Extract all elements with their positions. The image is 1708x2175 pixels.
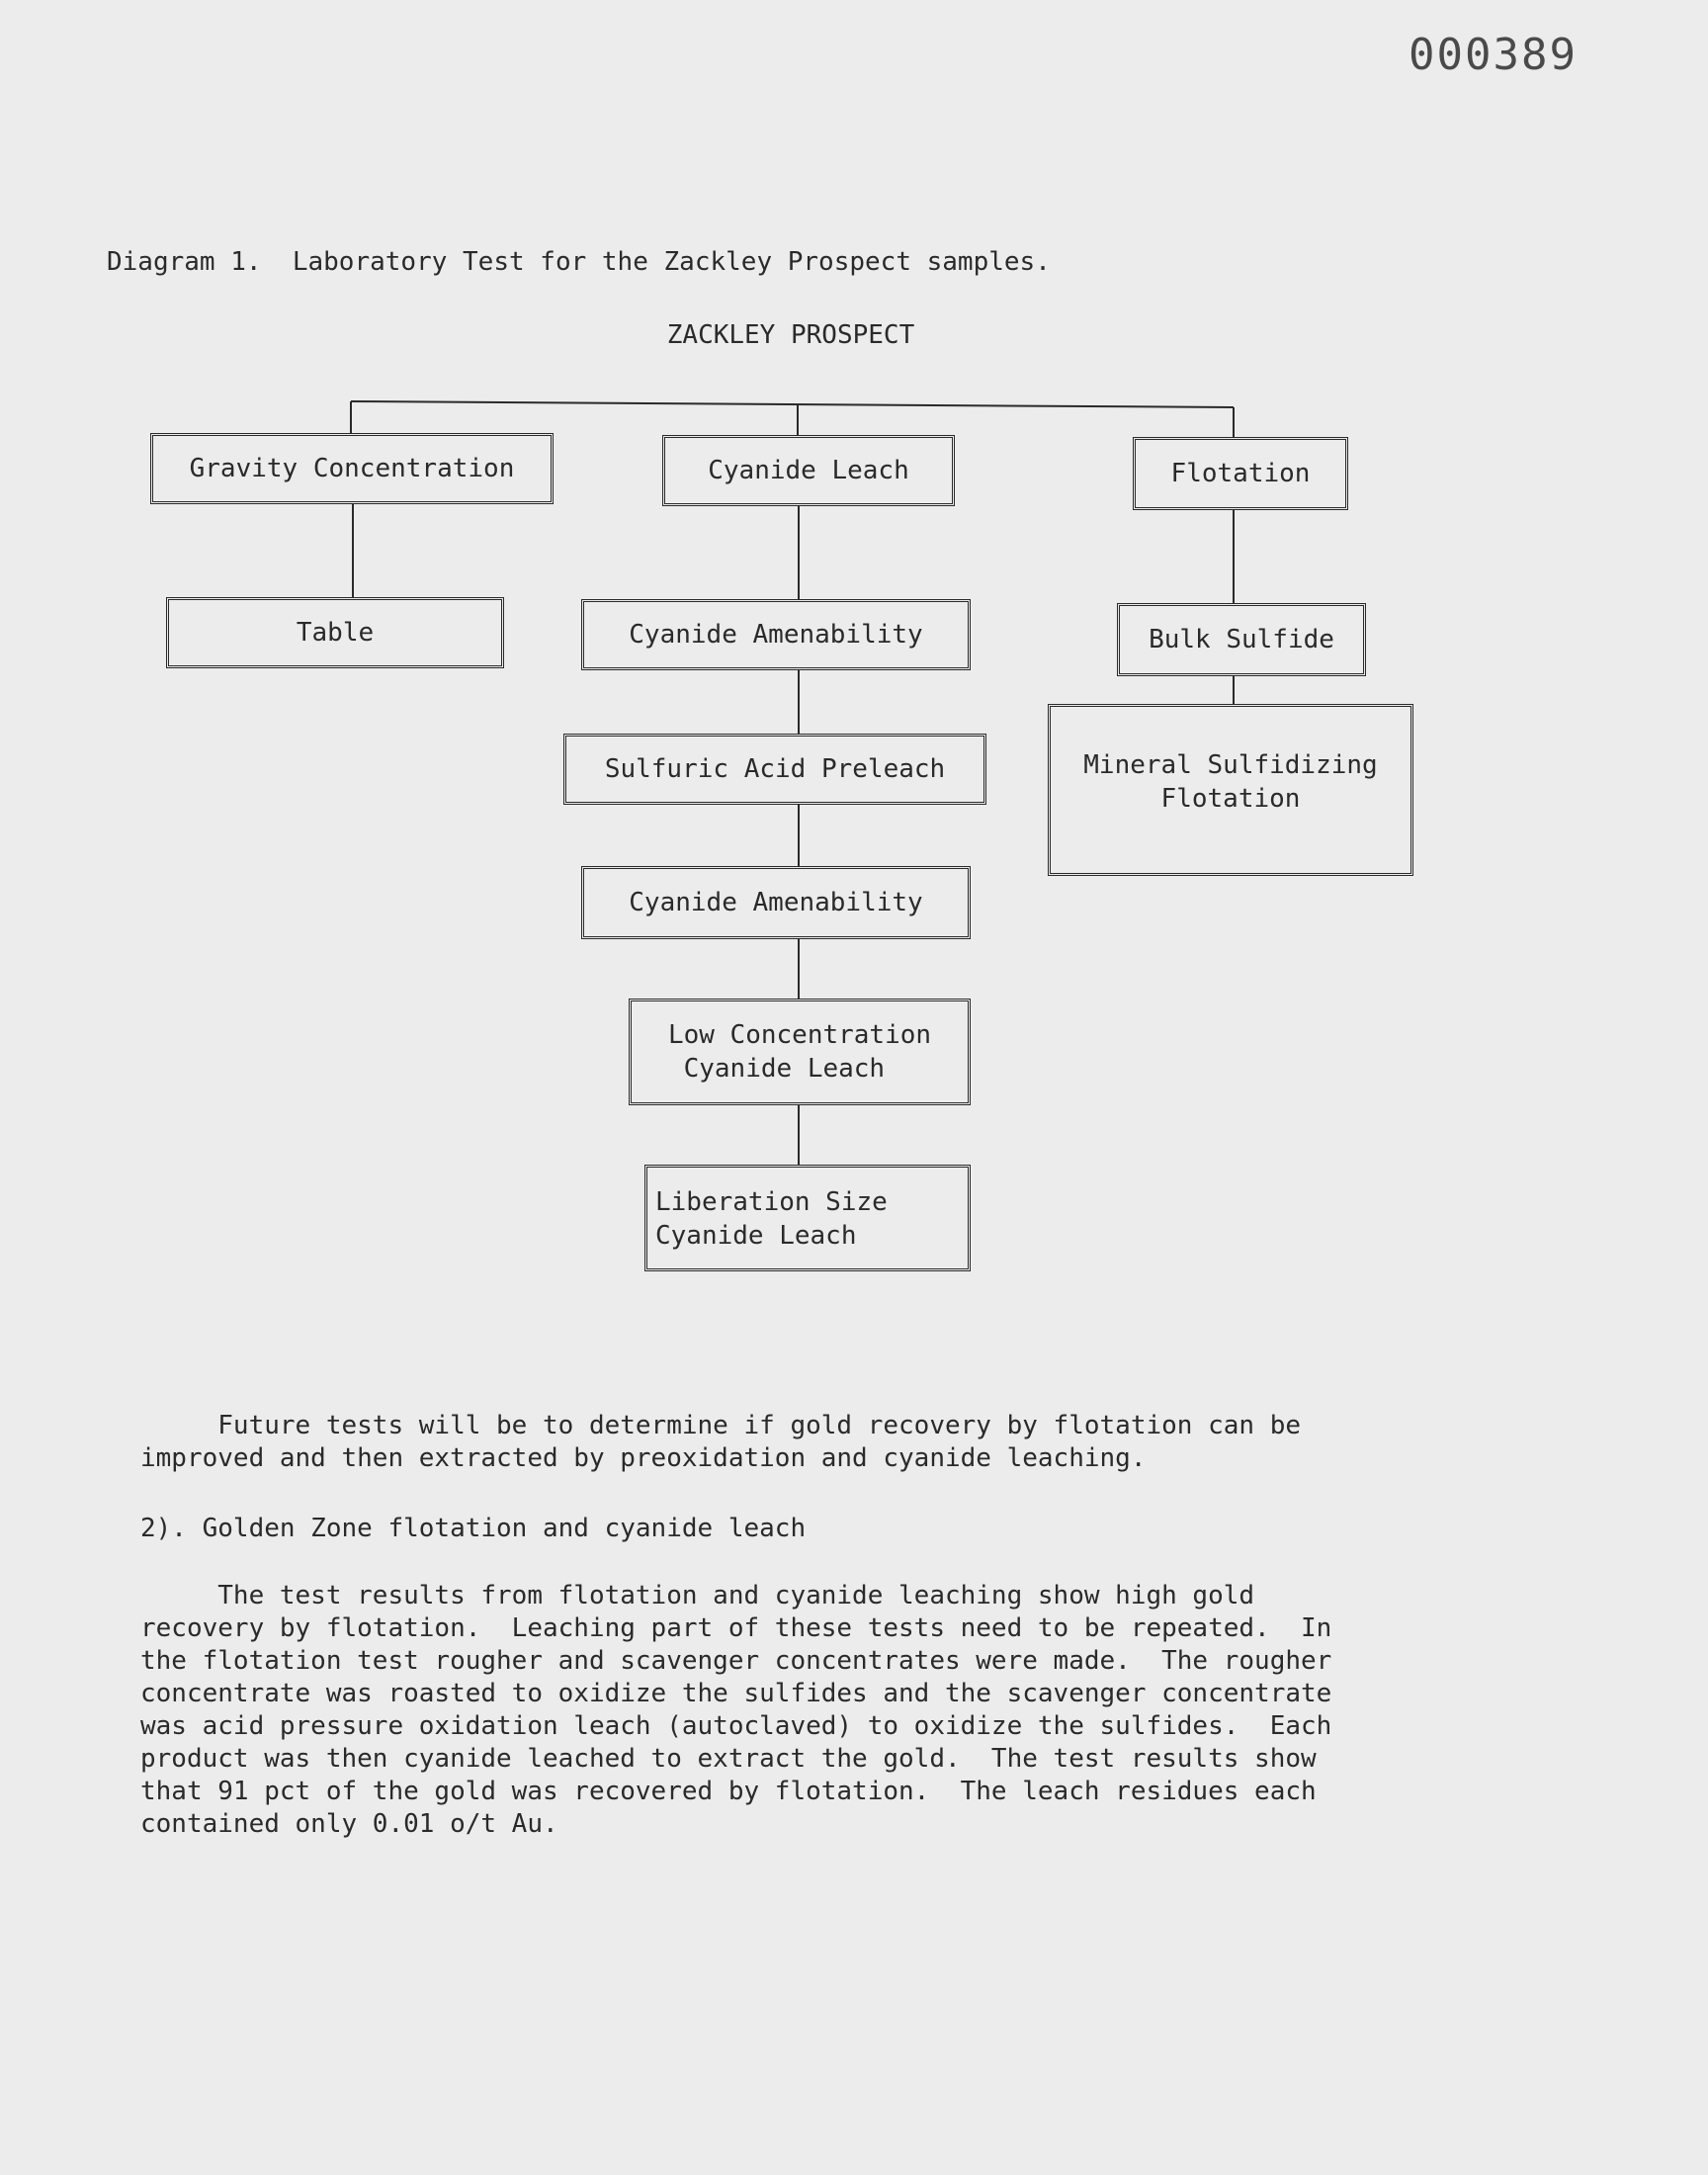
page-stamp-number: 000389 [1409, 30, 1578, 80]
table-box [166, 597, 504, 668]
section-heading-golden-zone: 2). Golden Zone flotation and cyanide leach [140, 1514, 807, 1543]
bulk-sulfide-box [1117, 603, 1366, 676]
low-concentration-cyanide-leach-label: Low Concentration Cyanide Leach [667, 1020, 932, 1084]
low-concentration-cyanide-leach-box [629, 999, 971, 1105]
cyanide-leach-label: Cyanide Leach [708, 456, 909, 485]
cyanide-amenability-label-1: Cyanide Amenability [629, 620, 923, 650]
cyanide-amenability-box-2 [581, 866, 971, 939]
diagram-caption: Diagram 1. Laboratory Test for the Zackley Prospect samples. [107, 247, 1051, 277]
paragraph-future-tests: Future tests will be to determine if gold recovery by flotation can be improved and then extracted by preoxidation and cyanide leaching. [140, 1411, 1301, 1473]
sulfuric-acid-preleach-box [563, 734, 986, 805]
bulk-sulfide-label: Bulk Sulfide [1149, 625, 1334, 654]
gravity-concentration-box [150, 433, 554, 504]
table-label: Table [296, 618, 375, 648]
flotation-box [1133, 437, 1348, 510]
sulfuric-acid-preleach-label: Sulfuric Acid Preleach [604, 754, 946, 784]
cyanide-amenability-box-1 [581, 599, 971, 670]
mineral-sulfidizing-flotation-label: Mineral Sulfidizing Flotation [1083, 750, 1378, 814]
gravity-concentration-label: Gravity Concentration [189, 454, 515, 483]
liberation-size-cyanide-leach-box [644, 1165, 971, 1271]
cyanide-amenability-label-2: Cyanide Amenability [629, 888, 923, 917]
flotation-label: Flotation [1170, 459, 1311, 488]
mineral-sulfidizing-flotation-box [1048, 704, 1413, 876]
diagram-title: ZACKLEY PROSPECT [666, 320, 915, 350]
paragraph-golden-zone-results: The test results from flotation and cyanide leaching show high gold recovery by flotation. Leaching part of these tests need to be repeated. In the flotation test rougher and scavenger concentrates were made. The rougher concentrate was roasted to oxidize the sulfides and the scavenger concentrate was acid pressure oxidation leach (autoclaved) to oxidize the sulfides. Each product was then cyanide leached to extract the gold. The test results show that 91 pct of the gold was recovered by flotation. The leach residues each contained only 0.01 o/t Au. [140, 1581, 1332, 1839]
cyanide-leach-box [662, 435, 955, 506]
liberation-size-cyanide-leach-label: Liberation Size Cyanide Leach [655, 1187, 888, 1251]
